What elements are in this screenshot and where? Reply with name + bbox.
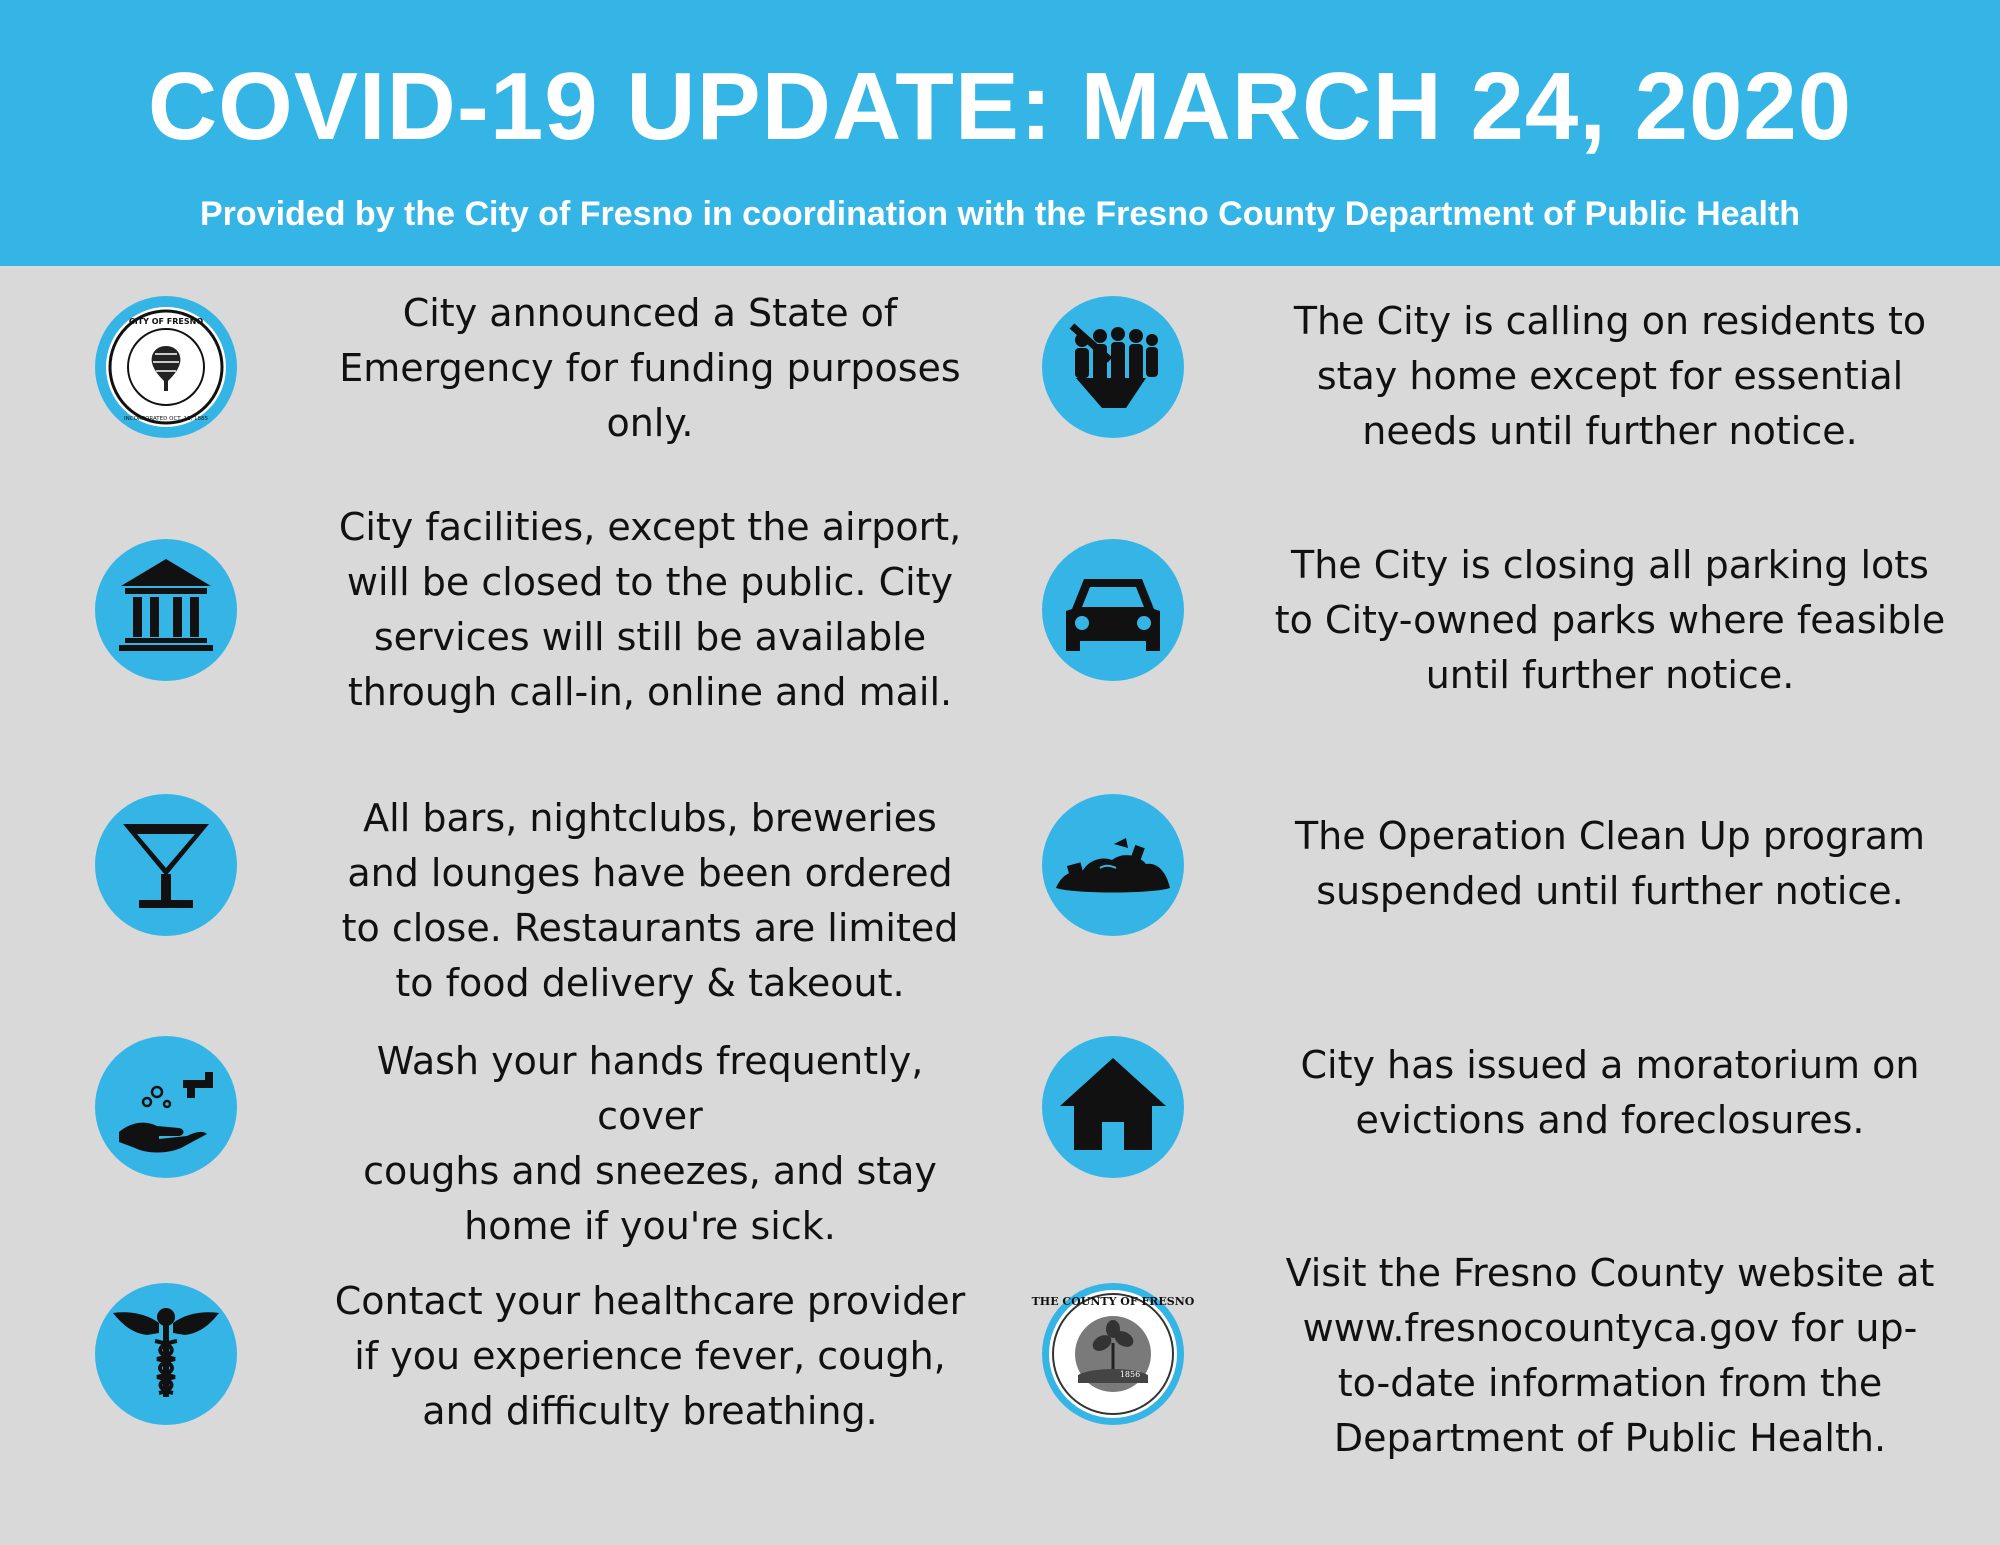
- left-item-3-text: [320, 791, 980, 1011]
- right-item-5-text: [1270, 1246, 1950, 1466]
- header-banner: [0, 0, 2000, 266]
- city-seal-subtext: INCORPORATED OCT. 12, 1885: [124, 416, 208, 422]
- left-item-2-text: [320, 500, 980, 720]
- text-line: to food delivery & takeout.: [395, 961, 905, 1005]
- text-line: All bars, nightclubs, breweries: [363, 796, 937, 840]
- text-line: to close. Restaurants are limited: [341, 906, 959, 950]
- text-line: evictions and foreclosures.: [1355, 1098, 1865, 1142]
- text-line: www.fresnocountyca.gov for up-: [1302, 1306, 1918, 1350]
- text-line: services will still be available: [373, 615, 927, 659]
- text-line: City has issued a moratorium on: [1300, 1043, 1920, 1087]
- right-item-2-text: [1270, 538, 1950, 703]
- text-line: Department of Public Health.: [1333, 1416, 1887, 1460]
- text-line: suspended until further notice.: [1316, 869, 1904, 913]
- text-line: Emergency for funding purposes: [339, 346, 961, 390]
- text-line: until further notice.: [1425, 653, 1795, 697]
- text-line: through call-in, online and mail.: [347, 670, 953, 714]
- text-line: home if you're sick.: [464, 1204, 836, 1248]
- text-line: and lounges have been ordered: [347, 851, 953, 895]
- text-line: Contact your healthcare provider: [334, 1279, 966, 1323]
- county-seal-year: 1856: [1119, 1370, 1141, 1379]
- city-seal-text: CITY OF FRESNO: [128, 317, 204, 326]
- county-seal-icon: [1031, 1283, 1195, 1425]
- text-line: if you experience fever, cough,: [354, 1334, 946, 1378]
- text-line: The City is calling on residents to: [1293, 299, 1927, 343]
- text-line: stay home except for essential: [1316, 354, 1904, 398]
- text-line: City announced a State of: [402, 291, 898, 335]
- car-icon: [1042, 539, 1184, 681]
- right-item-3-text: [1270, 809, 1950, 919]
- text-line: to City-owned parks where feasible: [1274, 598, 1946, 642]
- right-item-4-text: [1270, 1038, 1950, 1148]
- text-line: Wash your hands frequently, cover: [376, 1039, 924, 1138]
- left-item-4-text: [320, 1034, 980, 1254]
- cocktail-glass-icon: [95, 794, 237, 936]
- text-line: and difficulty breathing.: [422, 1389, 878, 1433]
- city-seal-icon: [95, 296, 237, 438]
- text-line: will be closed to the public. City: [346, 560, 954, 604]
- right-item-1-text: [1270, 294, 1950, 459]
- no-crowds-icon: [1042, 296, 1184, 438]
- trash-pile-icon: [1042, 794, 1184, 936]
- hand-washing-icon: [95, 1036, 237, 1178]
- left-item-1-text: [320, 286, 980, 451]
- text-line: The Operation Clean Up program: [1294, 814, 1926, 858]
- text-line: Visit the Fresno County website at: [1285, 1251, 1935, 1295]
- page-title: COVID-19 UPDATE: MARCH 24, 2020: [147, 53, 1853, 160]
- text-line: The City is closing all parking lots: [1291, 543, 1929, 587]
- text-line: needs until further notice.: [1362, 409, 1858, 453]
- text-line: only.: [606, 401, 694, 445]
- caduceus-icon: [95, 1283, 237, 1425]
- text-line: to-date information from the: [1337, 1361, 1883, 1405]
- county-seal-text: THE COUNTY OF FRESNO: [1031, 1295, 1195, 1308]
- page-subtitle: Provided by the City of Fresno in coordination with the Fresno County Department of Public Health: [200, 195, 1800, 233]
- text-line: City facilities, except the airport,: [338, 505, 962, 549]
- house-icon: [1042, 1036, 1184, 1178]
- text-line: coughs and sneezes, and stay: [363, 1149, 937, 1193]
- left-item-5-text: [320, 1274, 980, 1439]
- city-hall-icon: [95, 539, 237, 681]
